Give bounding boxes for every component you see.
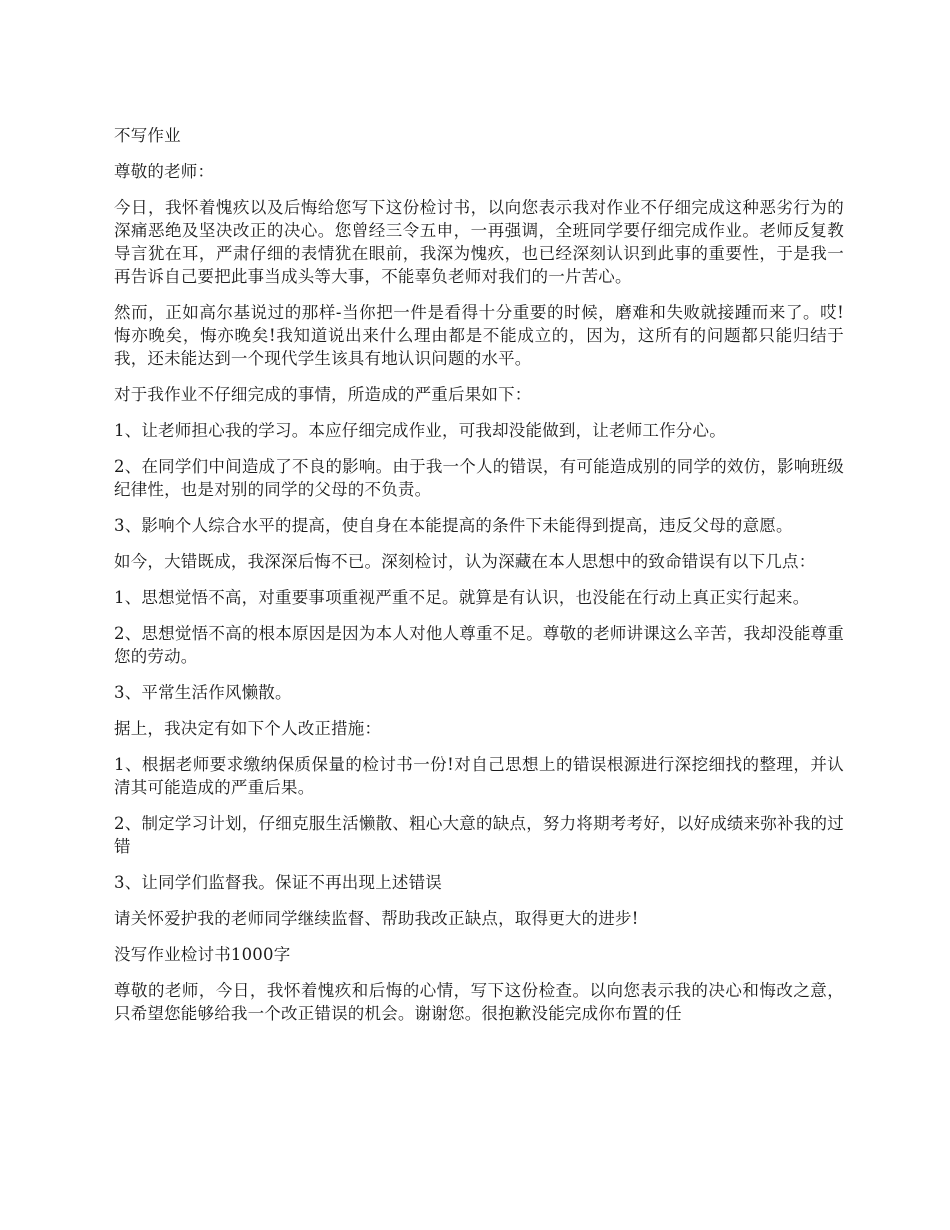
section-title: 没写作业检讨书1000字	[114, 945, 291, 964]
error-item: 3、平常生活作风懒散。	[114, 683, 292, 702]
measure-item: 1、根据老师要求缴纳保质保量的检讨书一份!对自己思想上的错误根源进行深挖细找的整理，并认清其可能造成的严重后果。	[114, 755, 844, 797]
paragraph: 对于我作业不仔细完成的事情，所造成的严重后果如下：	[114, 385, 532, 404]
consequence-item: 2、在同学们中间造成了不良的影响。由于我一个人的错误，有可能造成别的同学的效仿，影响班级纪律性，也是对别的同学的父母的不负责。	[114, 457, 844, 499]
paragraph: 尊敬的老师，今日，我怀着愧疚和后悔的心情，写下这份检查。以向您表示我的决心和悔改之意，只希望您能够给我一个改正错误的机会。谢谢您。很抱歉没能完成你布置的任	[114, 981, 844, 1023]
measure-item: 2、制定学习计划，仔细克服生活懒散、粗心大意的缺点，努力将期考考好，以好成绩来弥补我的过错	[114, 814, 844, 856]
salutation: 尊敬的老师：	[114, 162, 215, 181]
measure-item: 3、让同学们监督我。保证不再出现上述错误	[114, 873, 442, 892]
paragraph: 今日，我怀着愧疚以及后悔给您写下这份检讨书，以向您表示我对作业不仔细完成这种恶劣行为的深痛恶绝及坚决改正的决心。您曾经三令五申，一再强调，全班同学要仔细完成作业。老师反复教导言犹在耳，严肃仔细的表情犹在眼前，我深为愧疚，也已经深刻认识到此事的重要性，于是我一再告诉自己要把此事当成头等大事，不能辜负老师对我们的一片苦心。	[114, 198, 844, 286]
paragraph: 据上，我决定有如下个人改正措施：	[114, 719, 382, 738]
paragraph: 然而，正如高尔基说过的那样-当你把一件是看得十分重要的时候，磨难和失败就接踵而来了。哎!悔亦晚矣，悔亦晚矣!我知道说出来什么理由都是不能成立的，因为，这所有的问题都只能归结于我，还未能达到一个现代学生该具有地认识问题的水平。	[114, 303, 844, 368]
paragraph: 请关怀爱护我的老师同学继续监督、帮助我改正缺点，取得更大的进步!	[114, 909, 639, 928]
consequence-item: 1、让老师担心我的学习。本应仔细完成作业，可我却没能做到，让老师工作分心。	[114, 421, 726, 440]
error-item: 1、思想觉悟不高，对重要事项重视严重不足。就算是有认识，也没能在行动上真正实行起来。	[114, 588, 810, 607]
paragraph: 如今，大错既成，我深深后悔不已。深刻检讨，认为深藏在本人思想中的致命错误有以下几点：	[114, 552, 816, 571]
document-body	[114, 124, 844, 1038]
error-item: 2、思想觉悟不高的根本原因是因为本人对他人尊重不足。尊敬的老师讲课这么辛苦，我却没能尊重您的劳动。	[114, 624, 844, 666]
consequence-item: 3、影响个人综合水平的提高，使自身在本能提高的条件下未能得到提高，违反父母的意愿。	[114, 516, 793, 535]
document-title: 不写作业	[114, 126, 181, 145]
